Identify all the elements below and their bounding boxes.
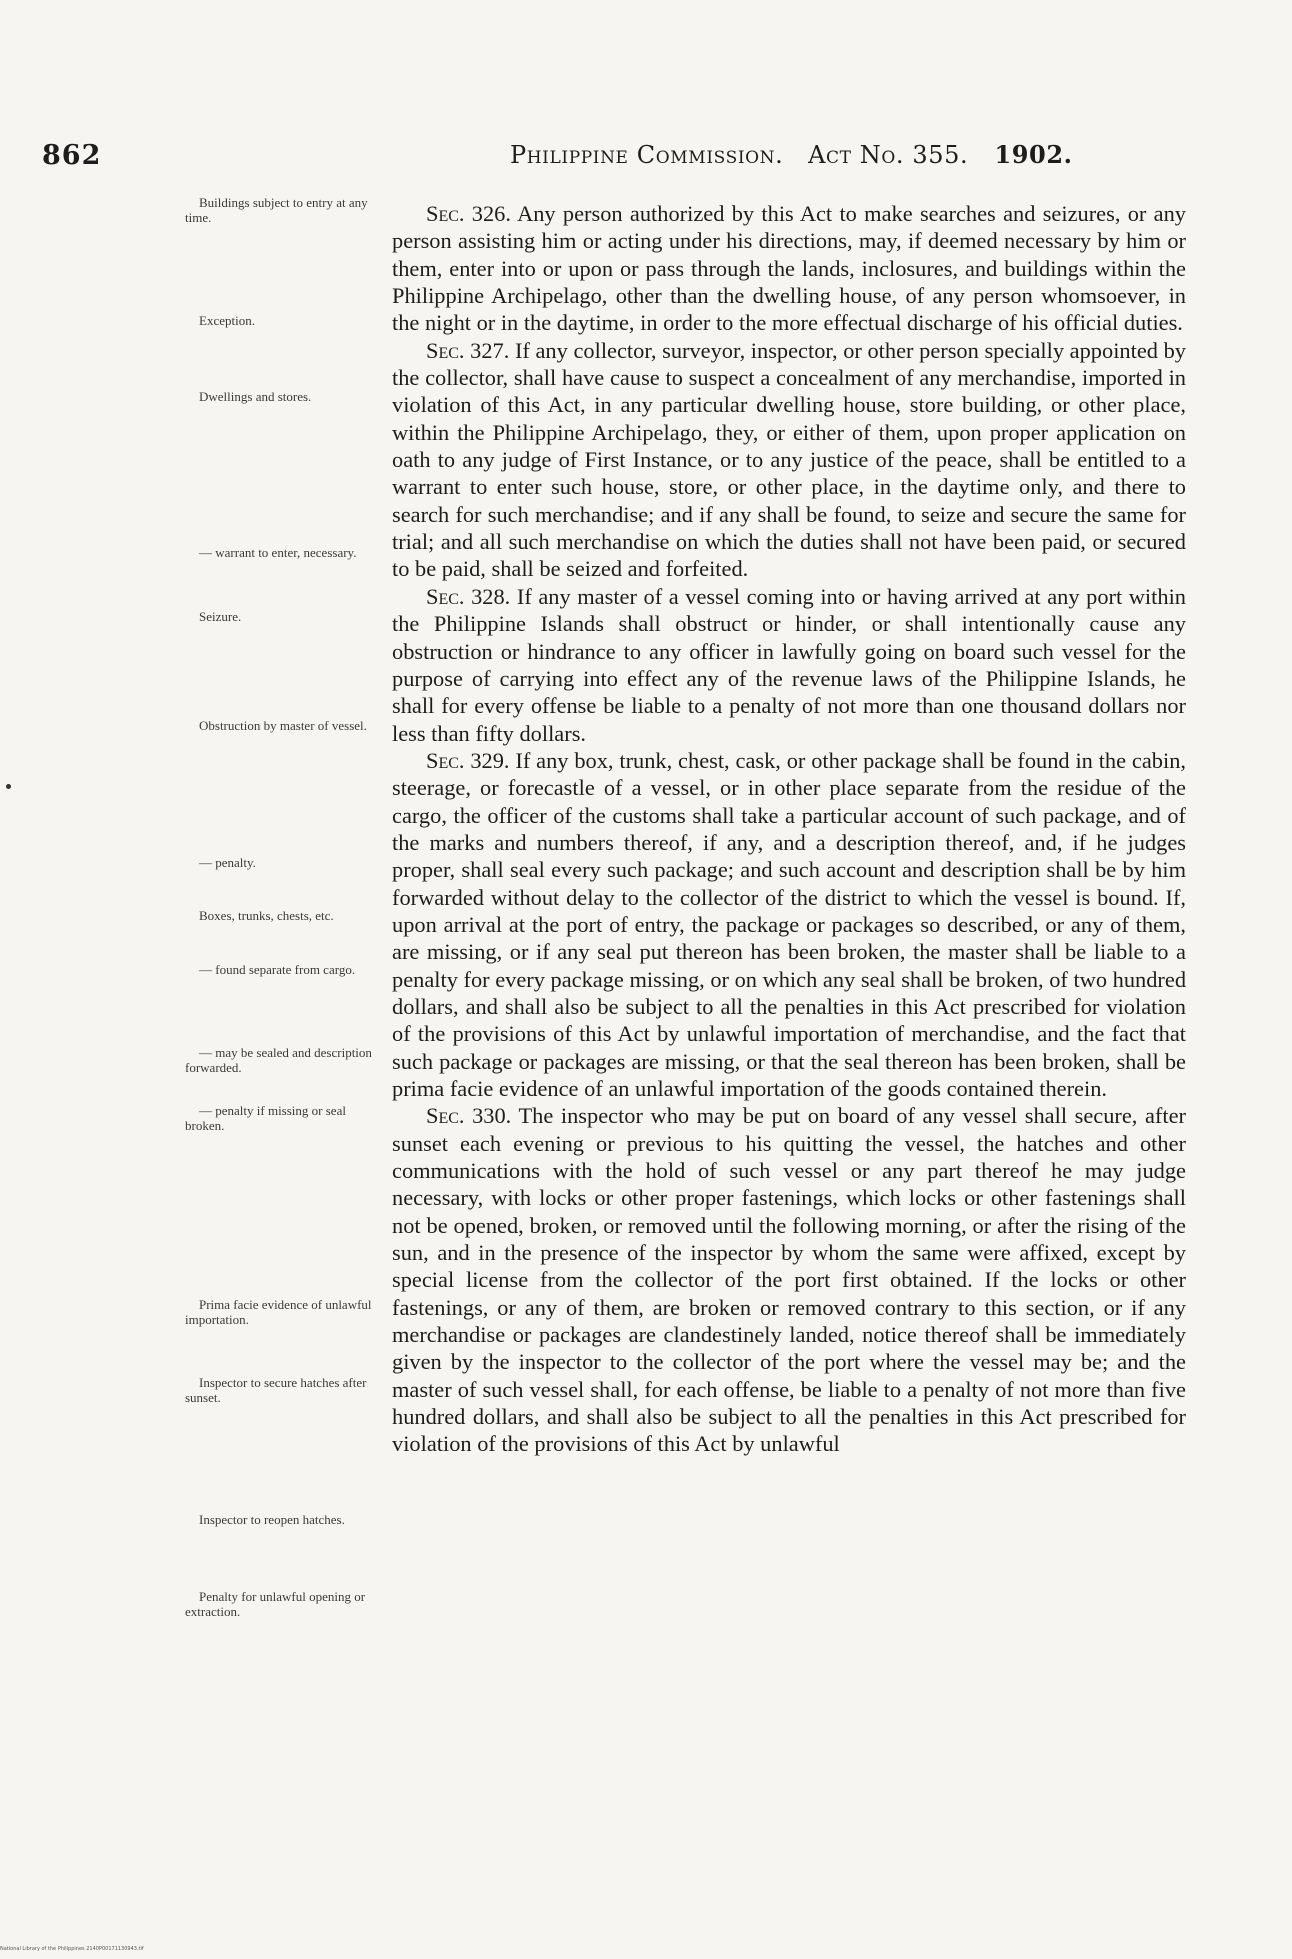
margin-note: Boxes, trunks, chests, etc. (199, 908, 334, 923)
section-label: Sec. 329. (426, 747, 510, 773)
section-paragraph (392, 1102, 1186, 1457)
section-paragraph (392, 583, 1186, 747)
margin-note: Prima facie evidence of unlawful importation. (185, 1297, 372, 1327)
running-head (510, 140, 1073, 169)
section-label: Sec. 326. (426, 201, 511, 226)
section-label: Sec. 330. (426, 1103, 512, 1129)
margin-note: — warrant to enter, necessary. (199, 545, 357, 560)
margin-note: Dwellings and stores. (199, 389, 312, 404)
section-text: If any master of a vessel coming into or having arrived at any port within the Philippine Islands shall obstruct or hinder, or shall intentionally cause any obstruction or hindrance to any officer in lawfully going on board such vessel for the purpose of carrying into effect any of the revenue laws of the Philippine Islands, he shall for every offense be liable to a penalty of not more than one thousand dollars nor less than fifty dollars. (392, 583, 1186, 746)
section-label: Sec. 327. (426, 337, 510, 363)
margin-note: Inspector to reopen hatches. (199, 1512, 345, 1527)
margin-note: — may be sealed and description forwarded. (185, 1045, 372, 1075)
margin-note: Exception. (199, 313, 255, 328)
section-paragraph (392, 337, 1186, 583)
running-head-title: Philippine Commission. (510, 141, 784, 169)
margin-note: — penalty if missing or seal broken. (185, 1103, 346, 1133)
section-paragraph (392, 200, 1186, 337)
margin-note: Buildings subject to entry at any time. (185, 195, 368, 225)
margin-note: Obstruction by master of vessel. (199, 718, 367, 733)
page-number: 862 (42, 140, 102, 171)
margin-note: — found separate from cargo. (199, 962, 356, 977)
body-text (392, 200, 1186, 1458)
margin-note: Inspector to secure hatches after sunset. (185, 1375, 367, 1405)
section-text: If any box, trunk, chest, cask, or other package shall be found in the cabin, steerage, or forecastle of a vessel, or in other place separate from the residue of the cargo, the officer of the customs shall take a particular account of such package, and of the marks and numbers thereof, if any, and a description thereof, and, if he judges proper, shall seal every such package; and such account and description shall be by him forwarded without delay to the collector of the district to which the vessel is bound. If, upon arrival at the port of entry, the package or packages so described, or any of them, are missing, or if any seal put thereon has been broken, the master shall be liable to a penalty for every package missing, or on which any seal shall be broken, of two hundred dollars, and shall also be subject to all the penalties in this Act prescribed for violation of the provisions of this Act by unlawful importation of merchandise, and the fact that such package or packages are missing, or that the seal thereon has been broken, shall be prima facie evidence of an unlawful importation of the goods contained therein. (392, 747, 1187, 1101)
section-label: Sec. 328. (426, 583, 511, 609)
running-head-year: 1902. (994, 140, 1073, 169)
margin-note: Seizure. (199, 609, 242, 624)
section-text: The inspector who may be put on board of any vessel shall secure, after sunset each evening or previous to his quitting the vessel, the hatches and other communications with the hold of such vessel or any part thereof he may judge necessary, with locks or other proper fastenings, which locks or other fastenings shall not be opened, broken, or removed until the following morning, or after the rising of the sun, and in the presence of the inspector by whom the same were affixed, except by special license from the collector of the port first obtained. If the locks or other fastenings, or any of them, are broken or removed contrary to this section, or if any merchandise or packages are clandestinely landed, notice thereof shall be immediately given by the inspector to the collector of the port where the vessel may be; and the master of such vessel shall, for each offense, be liable to a penalty of not more than five hundred dollars, and shall also be subject to all the penalties in this Act prescribed for violation of the provisions of this Act by unlawful (392, 1103, 1187, 1457)
section-text: Any person authorized by this Act to make searches and seizures, or any person assisting him or acting under his directions, may, if deemed necessary by him or them, enter into or upon or pass through the lands, inclosures, and buildings within the Philippine Archipelago, other than the dwelling house, of any person whomsoever, in the night or in the daytime, in order to the more effectual discharge of his official duties. (392, 201, 1186, 336)
stray-ink-dot (6, 784, 11, 789)
margin-notes (0, 0, 400, 1959)
margin-note: — penalty. (199, 855, 256, 870)
section-text: If any collector, surveyor, inspector, or other person specially appointed by the collector, shall have cause to suspect a concealment of any merchandise, imported in violation of this Act, in any particular dwelling house, store building, or other place, within the Philippine Archipelago, they, or either of them, upon proper application on oath to any judge of First Instance, or to any justice of the peace, shall be entitled to a warrant to enter such house, store, or other place, in the daytime only, and there to search for such merchandise; and if any shall be found, to seize and secure the same for trial; and all such merchandise on which the duties shall not have been paid, or secured to be paid, shall be seized and forfeited. (392, 337, 1186, 582)
section-paragraph (392, 747, 1186, 1102)
running-head-act: Act No. 355. (808, 141, 969, 169)
margin-note: Penalty for unlawful opening or extraction. (185, 1589, 366, 1619)
scan-footer: National Library of the Philippines 2140P00171130943.tif (0, 1946, 144, 1952)
